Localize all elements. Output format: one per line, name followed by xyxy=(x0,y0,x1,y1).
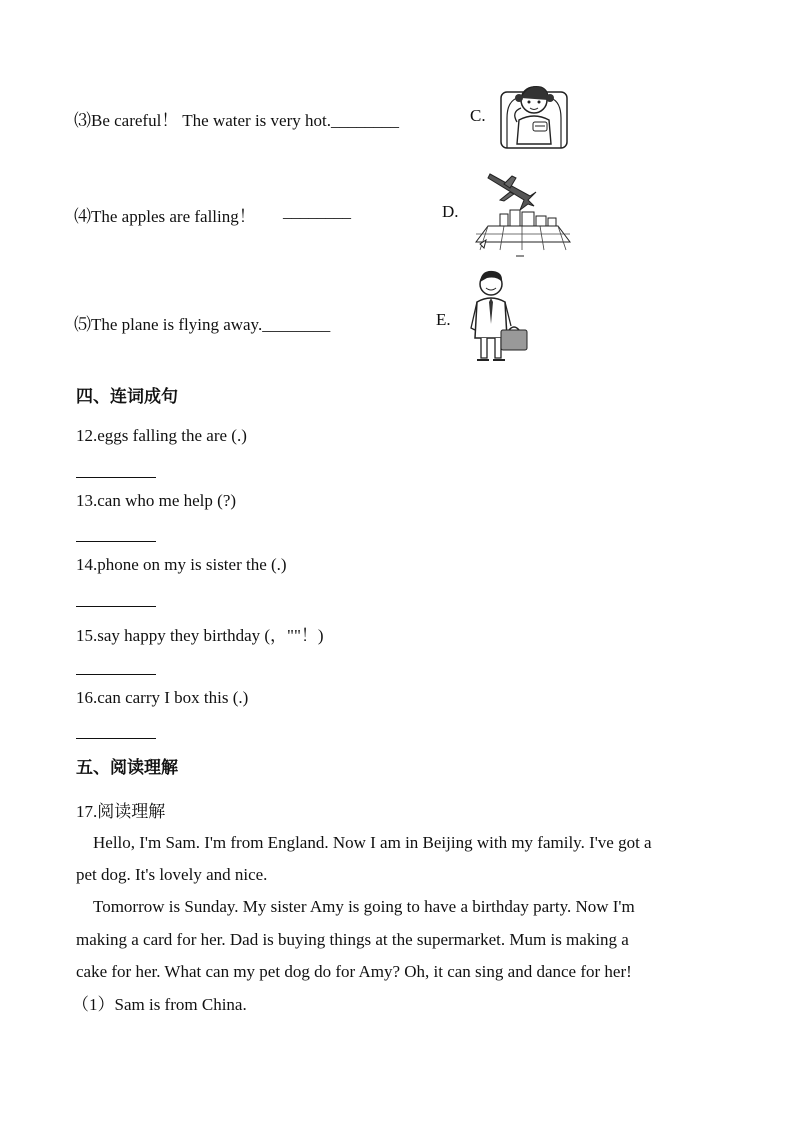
answer-line-13[interactable] xyxy=(76,541,156,542)
girl-drinking-hot-water-icon xyxy=(497,78,572,150)
question-14: 14.phone on my is sister the (.) xyxy=(76,555,287,574)
section-heading-5: 五、阅读理解 xyxy=(76,758,178,778)
question-16: 16.can carry I box this (.) xyxy=(76,688,249,707)
passage-line-5: cake for her. What can my pet dog do for Amy? Oh, it can sing and dance for her! xyxy=(76,962,632,981)
section-heading-4: 四、连词成句 xyxy=(76,387,178,407)
match-number: ⑷ xyxy=(74,207,91,226)
answer-line-14[interactable] xyxy=(76,606,156,607)
answer-line-16[interactable] xyxy=(76,738,156,739)
question-15: 15.say happy they birthday (，""！) xyxy=(76,626,324,645)
option-letter-d: D. xyxy=(442,202,459,221)
question-12: 12.eggs falling the are (.) xyxy=(76,426,247,445)
match-item-3 xyxy=(74,106,399,131)
match-item-4 xyxy=(74,202,256,227)
match-number: ⑶ xyxy=(74,111,91,130)
passage-line-4: making a card for her. Dad is buying things at the supermarket. Mum is making a xyxy=(76,930,629,949)
answer-blank[interactable]: ________ xyxy=(262,315,331,334)
sub-question-1: （1）Sam is from China. xyxy=(72,995,247,1014)
match-sentence: The apples are falling！ xyxy=(91,207,256,226)
passage-line-2: pet dog. It's lovely and nice. xyxy=(76,865,268,884)
option-letter-c: C. xyxy=(470,106,486,125)
match-item-5 xyxy=(74,310,330,335)
answer-blank[interactable]: ________ xyxy=(330,111,399,130)
match-sentence: The plane is flying away. xyxy=(91,315,263,334)
answer-line-12[interactable] xyxy=(76,477,156,478)
passage-line-3: Tomorrow is Sunday. My sister Amy is going to have a birthday party. Now I'm xyxy=(93,897,635,916)
plane-over-city-icon xyxy=(470,170,575,258)
answer-line-15[interactable] xyxy=(76,674,156,675)
question-17-label: 17.阅读理解 xyxy=(76,802,166,821)
option-letter-e: E. xyxy=(436,310,451,329)
match-number: ⑸ xyxy=(74,315,91,334)
question-13: 13.can who me help (?) xyxy=(76,491,237,510)
match-sentence: Be careful！ The water is very hot. xyxy=(91,111,331,130)
passage-line-1: Hello, I'm Sam. I'm from England. Now I am in Beijing with my family. I've got a xyxy=(93,833,652,852)
answer-blank[interactable]: ________ xyxy=(283,202,351,221)
man-carrying-briefcase-icon xyxy=(467,268,531,364)
